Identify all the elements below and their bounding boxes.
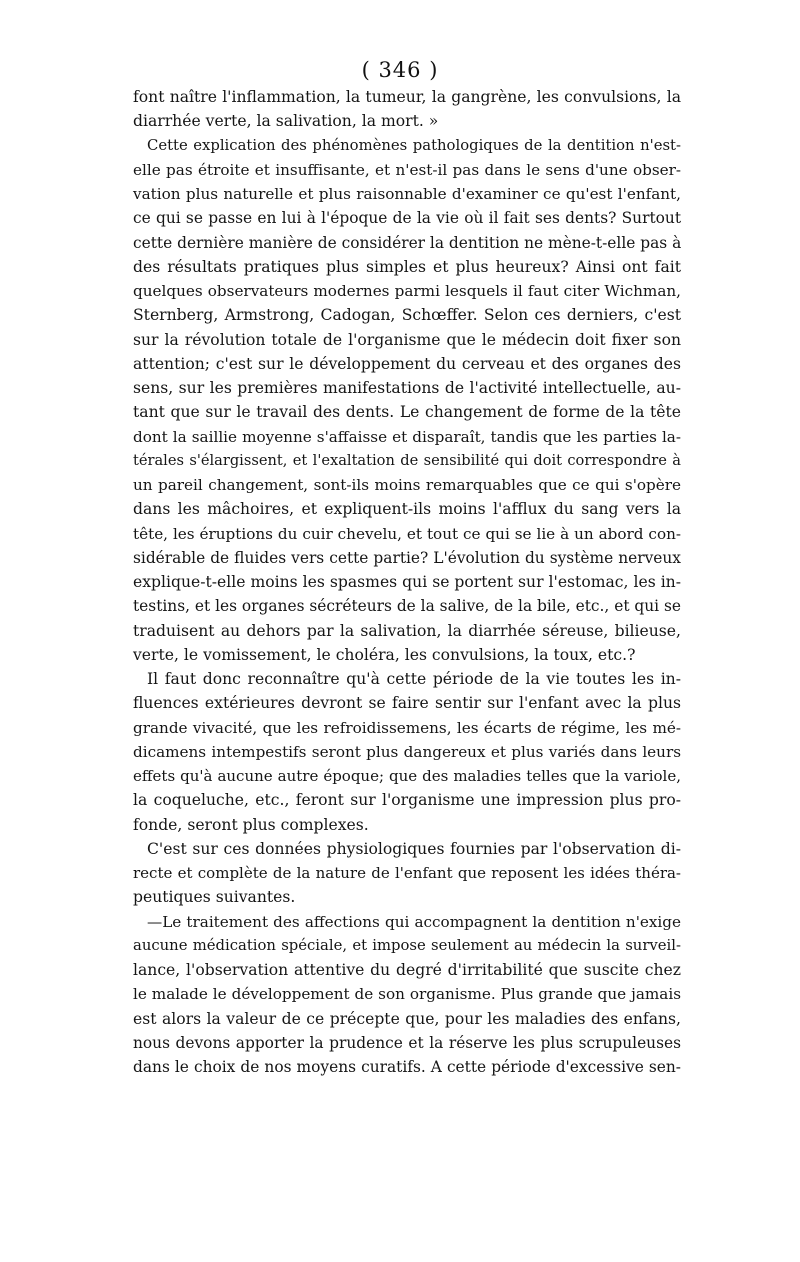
text-line: effets qu'à aucune autre époque; que des maladies telles que la variole, bbox=[133, 767, 681, 785]
text-line: dans le choix de nos moyens curatifs. A cette période d'excessive sen- bbox=[133, 1058, 681, 1076]
text-line: peutiques suivantes. bbox=[133, 888, 296, 907]
page-number: ( 346 ) bbox=[361, 58, 439, 82]
text-line: Cette explication des phénomènes pathologiques de la dentition n'est- bbox=[147, 136, 681, 154]
text-line: tête, les éruptions du cuir chevelu, et tout ce qui se lie à un abord con- bbox=[133, 524, 681, 543]
text-line: tant que sur le travail des dents. Le changement de forme de la tête bbox=[133, 403, 681, 422]
text-line: dans les mâchoires, et expliquent-ils moins l'afflux du sang vers la bbox=[133, 500, 681, 519]
text-line: des résultats pratiques plus simples et plus heureux? Ainsi ont fait bbox=[133, 257, 681, 276]
text-line: le malade le développement de son organisme. Plus grande que jamais bbox=[133, 985, 681, 1004]
text-line: fonde, seront plus complexes. bbox=[133, 815, 369, 834]
text-line: traduisent au dehors par la salivation, la diarrhée séreuse, bilieuse, bbox=[133, 621, 681, 640]
text-line: aucune médication spéciale, et impose seulement au médecin la surveil- bbox=[133, 936, 681, 954]
text-line: dont la saillie moyenne s'affaisse et disparaît, tandis que les parties la- bbox=[133, 427, 681, 446]
text-line: verte, le vomissement, le choléra, les convulsions, la toux, etc.? bbox=[133, 645, 636, 664]
text-line: testins, et les organes sécréteurs de la salive, de la bile, etc., et qui se bbox=[133, 597, 681, 616]
text-line: Sternberg, Armstrong, Cadogan, Schœffer. Selon ces derniers, c'est bbox=[133, 306, 681, 325]
text-line: est alors la valeur de ce précepte que, pour les maladies des enfans, bbox=[133, 1009, 681, 1028]
text-line: fluences extérieures devront se faire sentir sur l'enfant avec la plus bbox=[133, 694, 681, 713]
text-line: sens, sur les premières manifestations de l'activité intellectuelle, au- bbox=[133, 379, 681, 397]
text-line: sidérable de fluides vers cette partie? L'évolution du système nerveux bbox=[133, 548, 681, 567]
text-line: —Le traitement des affections qui accompagnent la dentition n'exige bbox=[147, 912, 681, 931]
text-line: recte et complète de la nature de l'enfant que reposent les idées théra- bbox=[133, 864, 681, 882]
text-line: cette dernière manière de considérer la dentition ne mène-t-elle pas à bbox=[133, 233, 682, 252]
text-line: ce qui se passe en lui à l'époque de la vie où il fait ses dents? Surtout bbox=[133, 209, 681, 228]
text-line: font naître l'inflammation, la tumeur, la gangrène, les convulsions, la bbox=[133, 88, 681, 106]
text-line: explique-t-elle moins les spasmes qui se portent sur l'estomac, les in- bbox=[133, 573, 681, 591]
text-line: vation plus naturelle et plus raisonnable d'examiner ce qu'est l'enfant, bbox=[133, 185, 681, 203]
text-line: dicamens intempestifs seront plus dangereux et plus variés dans leurs bbox=[133, 742, 681, 761]
text-line: lance, l'observation attentive du degré d'irritabilité que suscite chez bbox=[133, 961, 681, 979]
text-line: grande vivacité, que les refroidissemens, les écarts de régime, les mé- bbox=[133, 718, 681, 737]
text-line: un pareil changement, sont-ils moins remarquables que ce qui s'opère bbox=[133, 476, 681, 494]
text-line: sur la révolution totale de l'organisme que le médecin doit fixer son bbox=[133, 330, 681, 349]
text-line: attention; c'est sur le développement du cerveau et des organes des bbox=[133, 354, 681, 373]
text-line: Il faut donc reconnaître qu'à cette période de la vie toutes les in- bbox=[147, 670, 681, 688]
body-text bbox=[133, 85, 681, 1079]
text-line: diarrhée verte, la salivation, la mort. » bbox=[133, 112, 439, 131]
text-line: nous devons apporter la prudence et la réserve les plus scrupuleuses bbox=[133, 1033, 681, 1052]
text-line: quelques observateurs modernes parmi lesquels il faut citer Wichman, bbox=[133, 282, 681, 300]
text-line: la coqueluche, etc., feront sur l'organisme une impression plus pro- bbox=[133, 791, 681, 810]
text-line: elle pas étroite et insuffisante, et n'est-il pas dans le sens d'une obser- bbox=[133, 160, 681, 179]
text-line: térales s'élargissent, et l'exaltation de sensibilité qui doit correspondre à bbox=[133, 451, 681, 469]
text-line: C'est sur ces données physiologiques fournies par l'observation di- bbox=[147, 839, 681, 858]
